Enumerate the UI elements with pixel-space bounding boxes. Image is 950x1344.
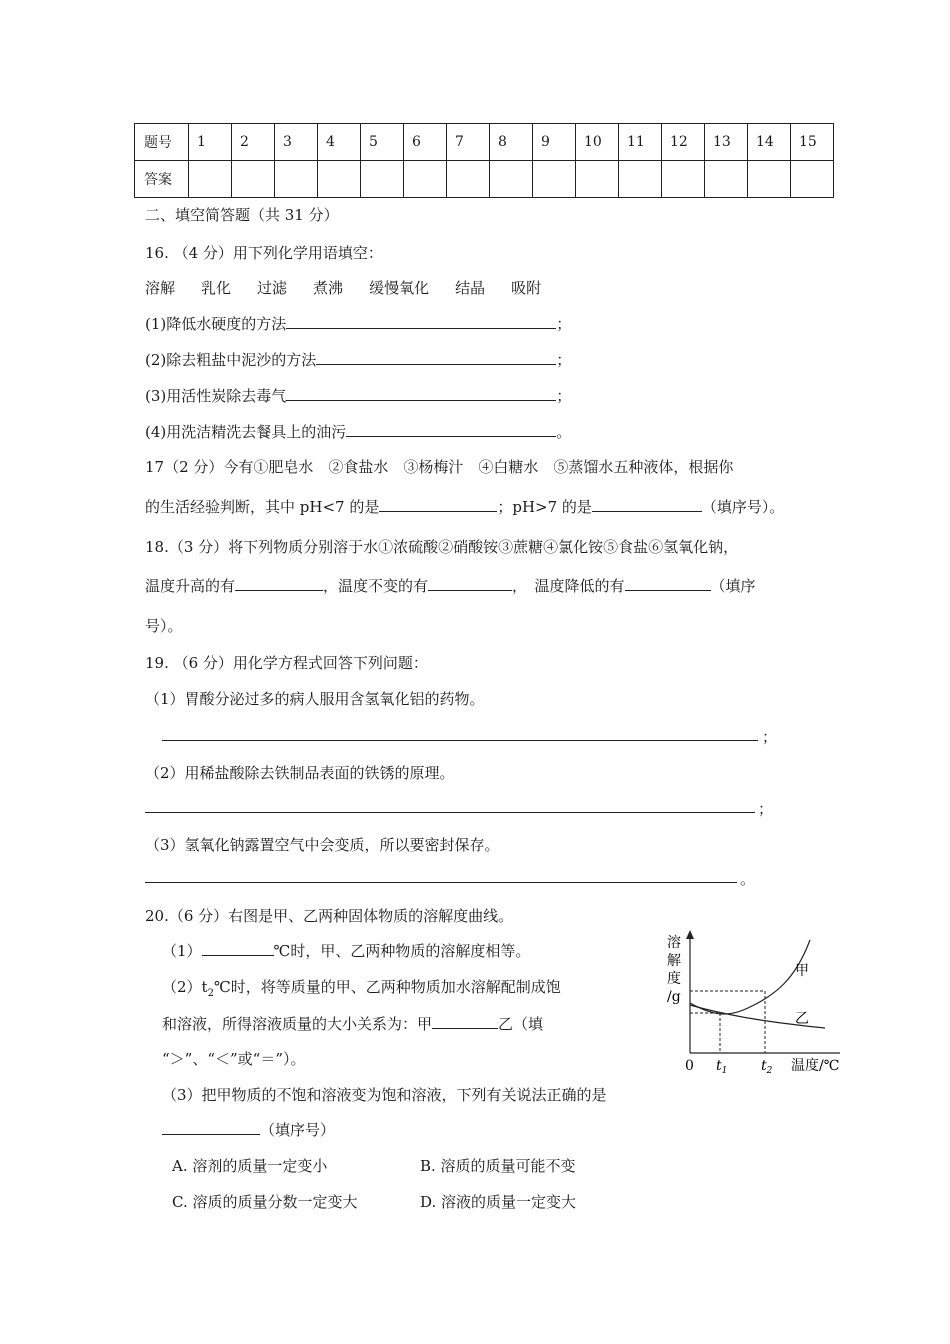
item-end: ；: [556, 387, 572, 405]
answer-line[interactable]: [162, 740, 758, 741]
option-a: A. 溶剂的质量一定变小: [172, 1157, 328, 1175]
q17-line2: [145, 496, 784, 517]
question-number-cell: 9: [533, 124, 576, 161]
answer-blank[interactable]: [625, 575, 711, 591]
question-number-cell: 6: [404, 124, 447, 161]
curve-jia-label: 甲: [795, 963, 809, 979]
question-number-cell: 13: [705, 124, 748, 161]
answer-blank[interactable]: [428, 575, 512, 591]
question-number-cell: 2: [232, 124, 275, 161]
item-text: (1)降低水硬度的方法: [145, 315, 287, 333]
answer-cell[interactable]: [189, 161, 232, 198]
answer-cell[interactable]: [275, 161, 318, 198]
item-end: ；: [556, 351, 572, 369]
q20-text: ℃时，甲、乙两种物质的溶解度相等。: [273, 942, 531, 960]
q20-text: （1）: [162, 942, 202, 960]
answer-cell[interactable]: [404, 161, 447, 198]
term: 结晶: [455, 279, 486, 297]
answer-cell[interactable]: [533, 161, 576, 198]
q20-part2: [162, 976, 561, 999]
item-text: (2)除去粗盐中泥沙的方法: [145, 351, 317, 369]
t2-label: $t_2$: [761, 1058, 773, 1075]
q20-part2-line3: “＞”、“＜”或“＝”）。: [162, 1050, 306, 1068]
item-text: (3)用活性炭除去毒气: [145, 387, 287, 405]
q16-item-4: [145, 421, 571, 442]
term: 溶解: [145, 279, 176, 297]
table-row-answers: [135, 161, 834, 198]
question-number-cell: 3: [275, 124, 318, 161]
q20-part3: （3）把甲物质的不饱和溶液变为饱和溶液，下列有关说法正确的是: [162, 1086, 607, 1104]
answer-line[interactable]: [145, 812, 755, 813]
q19-part1: （1）胃酸分泌过多的病人服用含氢氧化铝的药物。: [145, 690, 485, 708]
question-number-cell: 5: [361, 124, 404, 161]
q20-part1: [162, 940, 530, 961]
term: 煮沸: [313, 279, 344, 297]
term: 缓慢氧化: [369, 279, 430, 297]
y-axis-arrow: [686, 930, 694, 939]
q18-text: ，温度不变的有: [323, 577, 429, 595]
curve-yi-label: 乙: [795, 1011, 809, 1027]
q20-text: 和溶液，所得溶液质量的大小关系为：甲: [162, 1015, 433, 1033]
q17-line1: 17（2 分）今有①肥皂水 ②食盐水 ③杨梅汁 ④白糖水 ⑤蒸馏水五种液体，根据你: [145, 458, 734, 476]
subscript: 2: [207, 988, 214, 999]
option-d: D. 溶液的质量一定变大: [420, 1193, 577, 1211]
answer-cell[interactable]: [619, 161, 662, 198]
table-answer-label: 答案: [135, 161, 189, 198]
t1-label: $t_1$: [716, 1058, 728, 1075]
answer-cell[interactable]: [662, 161, 705, 198]
answer-blank[interactable]: [316, 349, 556, 365]
q16-terms: [145, 277, 541, 298]
answer-cell[interactable]: [361, 161, 404, 198]
answer-cell[interactable]: [447, 161, 490, 198]
answer-blank[interactable]: [162, 1119, 260, 1135]
origin-label: 0: [685, 1058, 694, 1074]
ylabel-char: 解: [667, 953, 681, 969]
table-row-numbers: [135, 124, 834, 161]
question-number-cell: 11: [619, 124, 662, 161]
curve-jia: [690, 940, 810, 1014]
q18-text: （填序: [710, 577, 756, 595]
option-b: B. 溶质的质量可能不变: [420, 1157, 576, 1175]
question-number-cell: 10: [576, 124, 619, 161]
q20-part2-line2: [162, 1013, 543, 1034]
question-number-cell: 12: [662, 124, 705, 161]
answer-cell[interactable]: [576, 161, 619, 198]
answer-blank[interactable]: [202, 940, 274, 956]
answer-cell[interactable]: [748, 161, 791, 198]
q17-text: （填序号）。: [701, 498, 785, 516]
q20-part3-tail: [162, 1119, 335, 1140]
question-number-cell: 7: [447, 124, 490, 161]
answer-blank[interactable]: [286, 385, 556, 401]
item-end: ；: [556, 315, 572, 333]
answer-blank[interactable]: [379, 496, 497, 512]
ylabel-unit: /g: [667, 989, 681, 1005]
answer-line[interactable]: [145, 882, 737, 883]
item-end: 。: [556, 423, 572, 441]
q16-item-3: [145, 385, 571, 406]
q16-stem: 16. （4 分）用下列化学用语填空：: [145, 244, 383, 262]
answer-cell[interactable]: [705, 161, 748, 198]
xlabel: 温度/℃: [791, 1058, 840, 1074]
question-number-cell: 4: [318, 124, 361, 161]
answer-blank[interactable]: [286, 313, 556, 329]
q19-end3: 。: [740, 870, 756, 888]
q19-stem: 19. （6 分）用化学方程式回答下列问题：: [145, 654, 428, 672]
q19-part3: （3）氢氧化钠露置空气中会变质，所以要密封保存。: [145, 836, 500, 854]
table-header-label: 题号: [135, 124, 189, 161]
term: 吸附: [511, 279, 542, 297]
term: 过滤: [257, 279, 288, 297]
question-number-cell: 15: [791, 124, 834, 161]
answer-cell[interactable]: [232, 161, 275, 198]
question-number-cell: 14: [748, 124, 791, 161]
question-number-cell: 1: [189, 124, 232, 161]
answer-blank[interactable]: [432, 1013, 498, 1029]
answer-blank[interactable]: [235, 575, 323, 591]
term: 乳化: [201, 279, 232, 297]
q19-part2: （2）用稀盐酸除去铁制品表面的铁锈的原理。: [145, 764, 455, 782]
q17-text: 的生活经验判断，其中 pH<7 的是: [145, 498, 380, 516]
answer-cell[interactable]: [791, 161, 834, 198]
q20-text: （2）t: [162, 978, 208, 996]
q18-line3: 号）。: [145, 617, 183, 635]
answer-blank[interactable]: [346, 421, 556, 437]
q18-line2: [145, 575, 756, 596]
q20-text: ℃时，将等质量的甲、乙两种物质加水溶解配制成饱: [213, 978, 561, 996]
answer-cell[interactable]: [490, 161, 533, 198]
question-number-cell: 8: [490, 124, 533, 161]
q19-end2: ；: [758, 800, 774, 818]
solubility-graph: [655, 925, 850, 1075]
q20-stem: 20.（6 分）右图是甲、乙两种固体物质的溶解度曲线。: [145, 907, 514, 925]
section-title: 二、填空简答题（共 31 分）: [145, 206, 339, 224]
ylabel-char: 溶: [667, 935, 681, 951]
q16-item-1: [145, 313, 571, 334]
q18-text: ， 温度降低的有: [512, 577, 625, 595]
answer-table: [134, 123, 834, 198]
q18-line1: 18.（3 分）将下列物质分别溶于水①浓硫酸②硝酸铵③蔗糖④氯化铵⑤食盐⑥氢氧化钠，: [145, 538, 739, 556]
item-text: (4)用洗洁精洗去餐具上的油污: [145, 423, 347, 441]
q16-item-2: [145, 349, 571, 370]
ylabel-char: 度: [667, 971, 681, 987]
q17-text: ；pH>7 的是: [497, 498, 592, 516]
answer-cell[interactable]: [318, 161, 361, 198]
q18-text: 温度升高的有: [145, 577, 236, 595]
answer-blank[interactable]: [592, 496, 702, 512]
q19-end1: ；: [762, 728, 778, 746]
q20-text: （填序号）: [260, 1121, 336, 1139]
option-c: C. 溶质的质量分数一定变大: [172, 1193, 358, 1211]
q20-text: 乙（填: [498, 1015, 544, 1033]
